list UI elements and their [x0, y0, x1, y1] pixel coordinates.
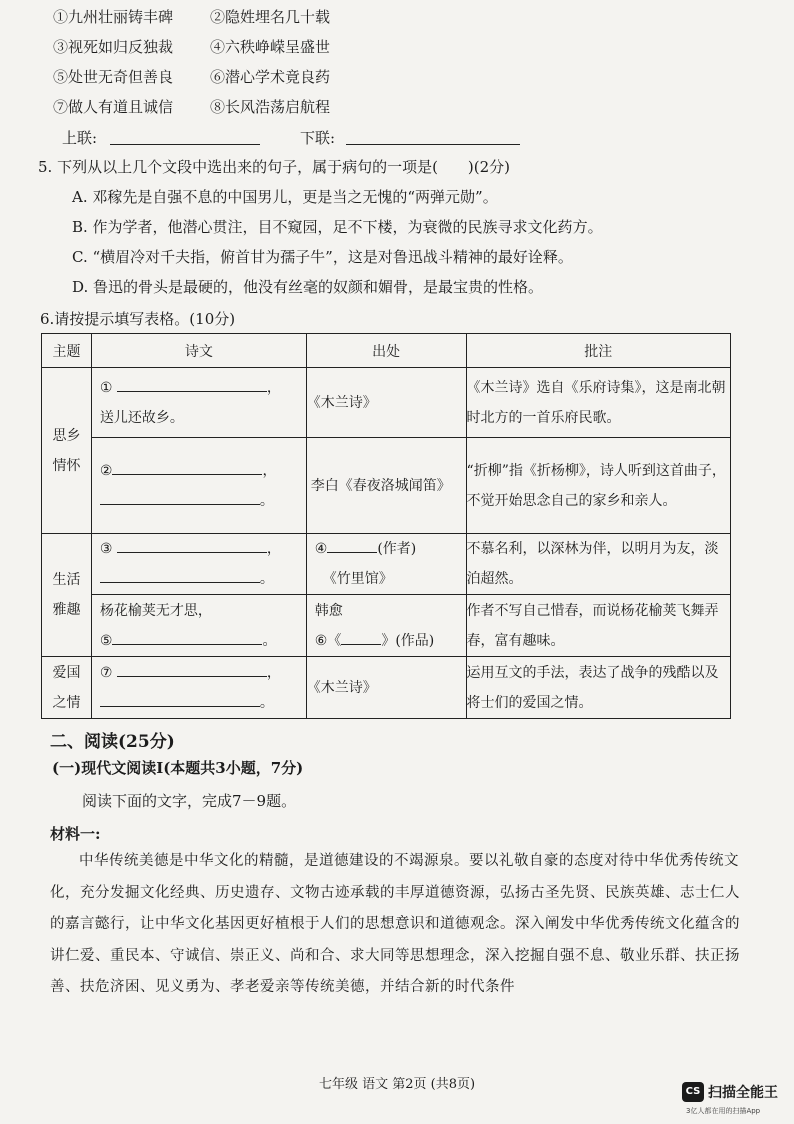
punct: ， [266, 379, 281, 396]
answer-blank-7b[interactable] [100, 690, 260, 707]
lower-couplet-label: 下联: [300, 129, 336, 147]
answer-blank-7a[interactable] [117, 660, 267, 677]
lower-couplet-blank[interactable] [346, 128, 520, 145]
topic-leisure [42, 534, 92, 657]
note-cell: 《木兰诗》选自《乐府诗集》，这是南北朝时北方的一首乐府民歌。 [466, 368, 730, 438]
page-footer: 七年级 语文 第2页 (共8页) [318, 1077, 476, 1092]
option-6: ⑥潜心学术竟良药 [210, 68, 331, 86]
topic-line: 之情 [52, 694, 81, 711]
blank-number: ⑦ [99, 664, 113, 681]
answer-blank-2b[interactable] [100, 488, 260, 505]
q5-stem: 5. 下列从以上几个文段中选出来的句子，属于病句的一项是( )(2分) [38, 158, 511, 176]
header-poem: 诗文 [91, 334, 306, 368]
blank-number: ④ [314, 541, 328, 557]
note-cell: 作者不写自己惜春，而说杨花榆荚飞舞弄春，富有趣味。 [466, 595, 730, 657]
blank-number: ① [99, 379, 113, 396]
header-source: 出处 [306, 334, 466, 368]
option-7: ⑦做人有道且诚信 [53, 98, 174, 116]
blank-number: ⑥《 [314, 632, 342, 649]
q5-option-d: D. 鲁迅的骨头是最硬的，他没有丝毫的奴颜和媚骨，是最宝贵的性格。 [72, 278, 544, 296]
upper-couplet-blank[interactable] [110, 128, 260, 145]
option-5: ⑤处世无奇但善良 [53, 68, 174, 86]
poem-cell [91, 595, 306, 657]
topic-line: 情怀 [52, 457, 81, 474]
topic-patriotism [42, 657, 92, 719]
section-title: 二、阅读(25分) [50, 732, 175, 752]
table-row [42, 595, 731, 657]
blank-number: ② [99, 462, 113, 479]
source-title: 《竹里馆》 [322, 571, 393, 587]
poem-cell [91, 534, 306, 595]
table-row [42, 657, 731, 719]
punct: 。 [259, 492, 274, 509]
source-cell: 李白《春夜洛城闻笛》 [306, 438, 466, 534]
note-cell: “折柳”指《折杨柳》，诗人听到这首曲子，不觉开始思念自己的家乡和亲人。 [466, 438, 730, 534]
topic-line: 雅趣 [52, 602, 81, 618]
punct: 。 [259, 694, 274, 711]
q5-option-c: C. “横眉冷对千夫指，俯首甘为孺子牛”，这是对鲁迅战斗精神的最好诠释。 [72, 248, 573, 266]
answer-blank-2a[interactable] [112, 458, 262, 475]
header-note: 批注 [466, 334, 730, 368]
topic-line: 生活 [52, 572, 81, 588]
topic-homesick [42, 368, 92, 534]
note-cell: 不慕名利，以深林为伴，以明月为友，淡泊超然。 [466, 534, 730, 595]
answer-blank-6[interactable] [341, 628, 381, 645]
punct: ， [262, 462, 277, 479]
poem-cell [91, 657, 306, 719]
punct: 。 [262, 632, 277, 649]
subsection-title: (一)现代文阅读Ⅰ(本题共3小题，7分) [52, 759, 304, 777]
source-hint: (作者) [377, 541, 417, 557]
table-row [42, 534, 731, 595]
answer-blank-1[interactable] [117, 375, 267, 392]
punct: ， [266, 541, 281, 557]
source-cell: 《木兰诗》 [306, 368, 466, 438]
q6-stem: 6.请按提示填写表格。(10分) [40, 310, 236, 328]
source-cell [306, 534, 466, 595]
topic-line: 爱国 [52, 664, 81, 681]
q5-option-a: A. 邓稼先是自强不息的中国男儿，更是当之无愧的“两弹元勋”。 [72, 188, 498, 206]
blank-number: ③ [99, 541, 113, 557]
poem-text: 送儿还故乡。 [99, 409, 184, 426]
poem-cell [91, 438, 306, 534]
table-row [42, 438, 731, 534]
scanner-tagline: 3亿人都在用的扫描App [686, 1107, 761, 1115]
material-label: 材料一: [50, 825, 101, 843]
scanner-watermark [682, 1081, 778, 1102]
punct: ， [266, 664, 281, 681]
option-3: ③视死如归反独裁 [53, 38, 174, 56]
option-8: ⑧长风浩荡启航程 [210, 98, 331, 116]
source-hint: 》(作品) [381, 632, 435, 649]
answer-blank-4[interactable] [327, 536, 377, 553]
note-cell: 运用互文的手法，表达了战争的残酷以及将士们的爱国之情。 [466, 657, 730, 719]
material-paragraph: 中华传统美德是中华文化的精髓，是道德建设的不竭源泉。要以礼敬自豪的态度对待中华优秀传统文化，充分发掘文化经典、历史遗存、文物古迹承载的丰厚道德资源，弘扬古圣先贤、民族英雄、志士仁人的嘉言懿行，让中华文化基因更好植根于人们的思想意识和道德观念。深入阐发中华优秀传统文化蕴含的讲仁爱、重民本、守诚信、崇正义、尚和合、求大同等思想理念，深入挖掘自强不息、敬业乐群、扶正扬善、扶危济困、见义勇为、孝老爱亲等传统美德，并结合新的时代条件 [50, 853, 740, 995]
q5-option-b: B. 作为学者，他潜心贯注，目不窥园，足不下楼，为衰微的民族寻求文化药方。 [72, 218, 603, 236]
source-cell [306, 595, 466, 657]
option-1: ①九州壮丽铸丰碑 [53, 8, 174, 26]
option-4: ④六秩峥嵘呈盛世 [210, 38, 331, 56]
header-topic: 主题 [42, 334, 92, 368]
reading-instructions: 阅读下面的文字，完成7－9题。 [82, 792, 297, 810]
topic-line: 思乡 [52, 427, 81, 444]
blank-number: ⑤ [99, 632, 113, 649]
scanner-logo-icon: CS [682, 1082, 704, 1102]
q6-table [41, 333, 731, 719]
answer-blank-5[interactable] [112, 628, 262, 645]
poem-text: 杨花榆荚无才思， [99, 602, 212, 619]
answer-blank-3a[interactable] [117, 536, 267, 553]
upper-couplet-label: 上联: [62, 129, 98, 147]
poem-cell [91, 368, 306, 438]
source-author: 韩愈 [314, 602, 343, 619]
option-2: ②隐姓埋名几十载 [210, 8, 331, 26]
source-cell: 《木兰诗》 [306, 657, 466, 719]
table-row [42, 368, 731, 438]
table-header-row [42, 334, 731, 368]
answer-blank-3b[interactable] [100, 566, 260, 583]
punct: 。 [259, 571, 274, 587]
scanner-app-name: 扫描全能王 [708, 1084, 778, 1101]
